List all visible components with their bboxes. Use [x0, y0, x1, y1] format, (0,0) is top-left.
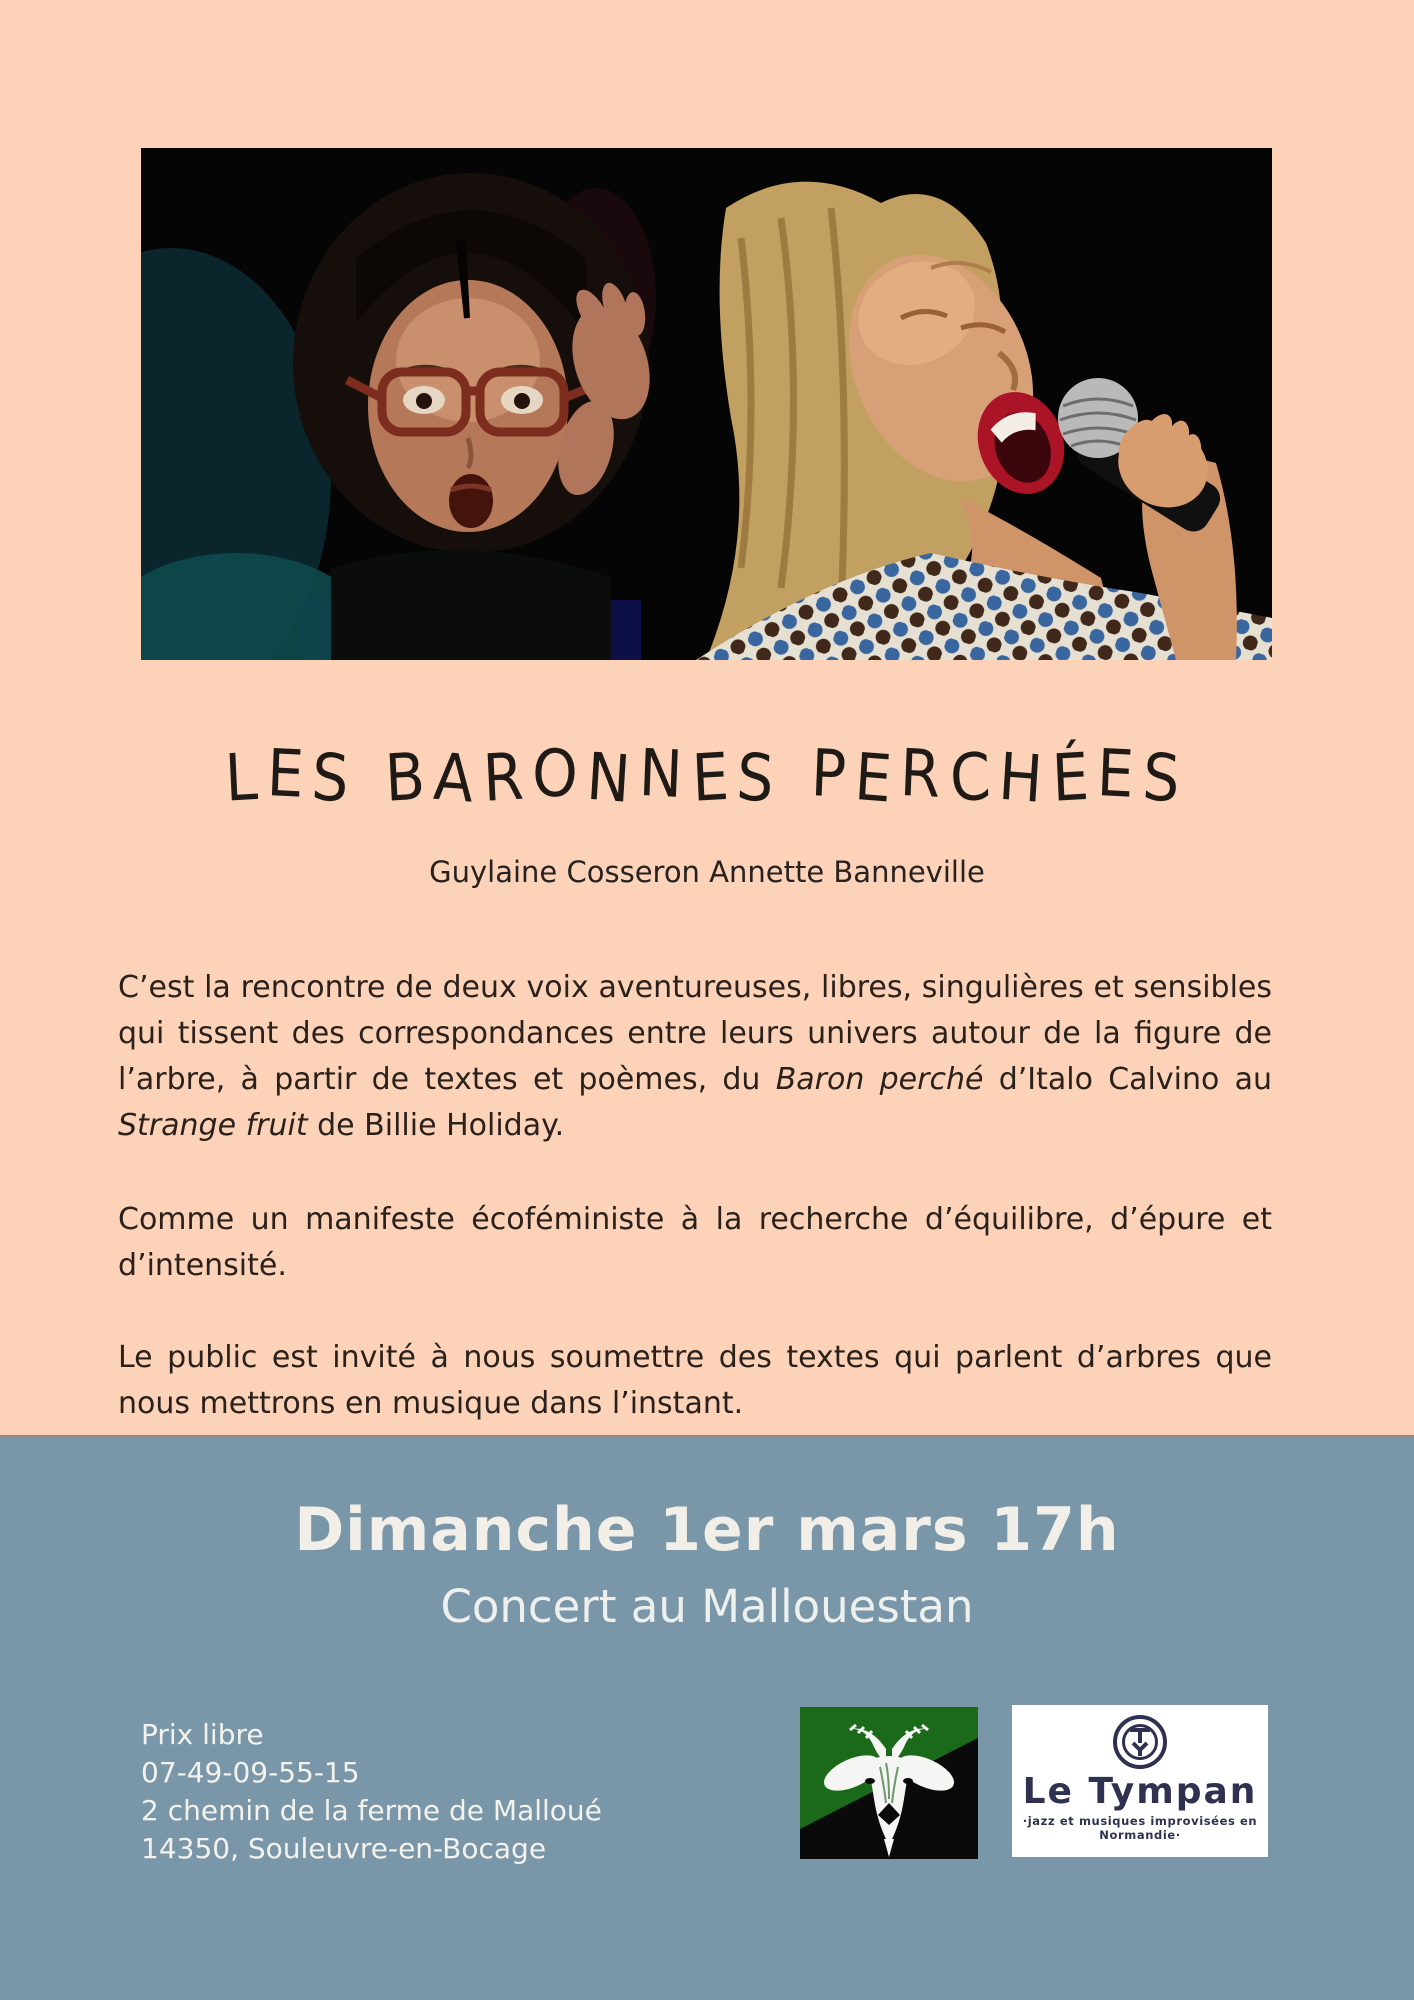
price-line: Prix libre	[141, 1718, 264, 1751]
poster-title: LES BARONNES PERCHÉES	[223, 734, 1191, 819]
performers-names: Guylaine Cosseron Annette Banneville	[429, 855, 985, 889]
tympan-emblem-icon	[1111, 1713, 1169, 1771]
event-venue: Concert au Mallouestan	[440, 1580, 974, 1633]
description-paragraph-3: Le public est invité à nous soumettre des textes qui parlent d’arbres que nous mettrons en musique dans l’instant.	[118, 1340, 1272, 1421]
song-title-strange-fruit: Strange fruit	[118, 1108, 308, 1143]
p1-text-end: de Billie Holiday.	[307, 1108, 565, 1143]
description-paragraph-2: Comme un manifeste écoféministe à la recherche d’équilibre, d’épure et d’intensité.	[118, 1202, 1272, 1283]
phone-line: 07-49-09-55-15	[141, 1756, 360, 1789]
performers-photo	[141, 148, 1272, 660]
performers-photo-illustration	[141, 148, 1272, 660]
address-line-2: 14350, Souleuvre-en-Bocage	[141, 1832, 547, 1865]
tympan-tagline: ·jazz et musiques improvisées en Normandie·	[1022, 1814, 1258, 1842]
goat-flag-logo	[800, 1707, 978, 1859]
le-tympan-logo	[1012, 1705, 1268, 1857]
woman-left	[293, 173, 663, 660]
p1-text: C’est la rencontre de deux voix aventureuses, libres, singulières et sensibles qui tissent des correspondances entre leurs univers autour de la figure de l’arbre, à partir de textes et poèmes, du	[118, 970, 1272, 1097]
practical-info	[141, 1716, 602, 1868]
event-date: Dimanche 1er mars 17h	[294, 1495, 1120, 1565]
tympan-brand-name: Le Tympan	[1022, 1771, 1258, 1812]
goat-head-icon	[800, 1707, 978, 1859]
description-paragraph-1	[118, 965, 1272, 1149]
book-title-baron-perche: Baron perché	[775, 1062, 984, 1097]
address-line-1: 2 chemin de la ferme de Malloué	[141, 1794, 602, 1827]
p1-text-mid: d’Italo Calvino au	[983, 1062, 1272, 1097]
